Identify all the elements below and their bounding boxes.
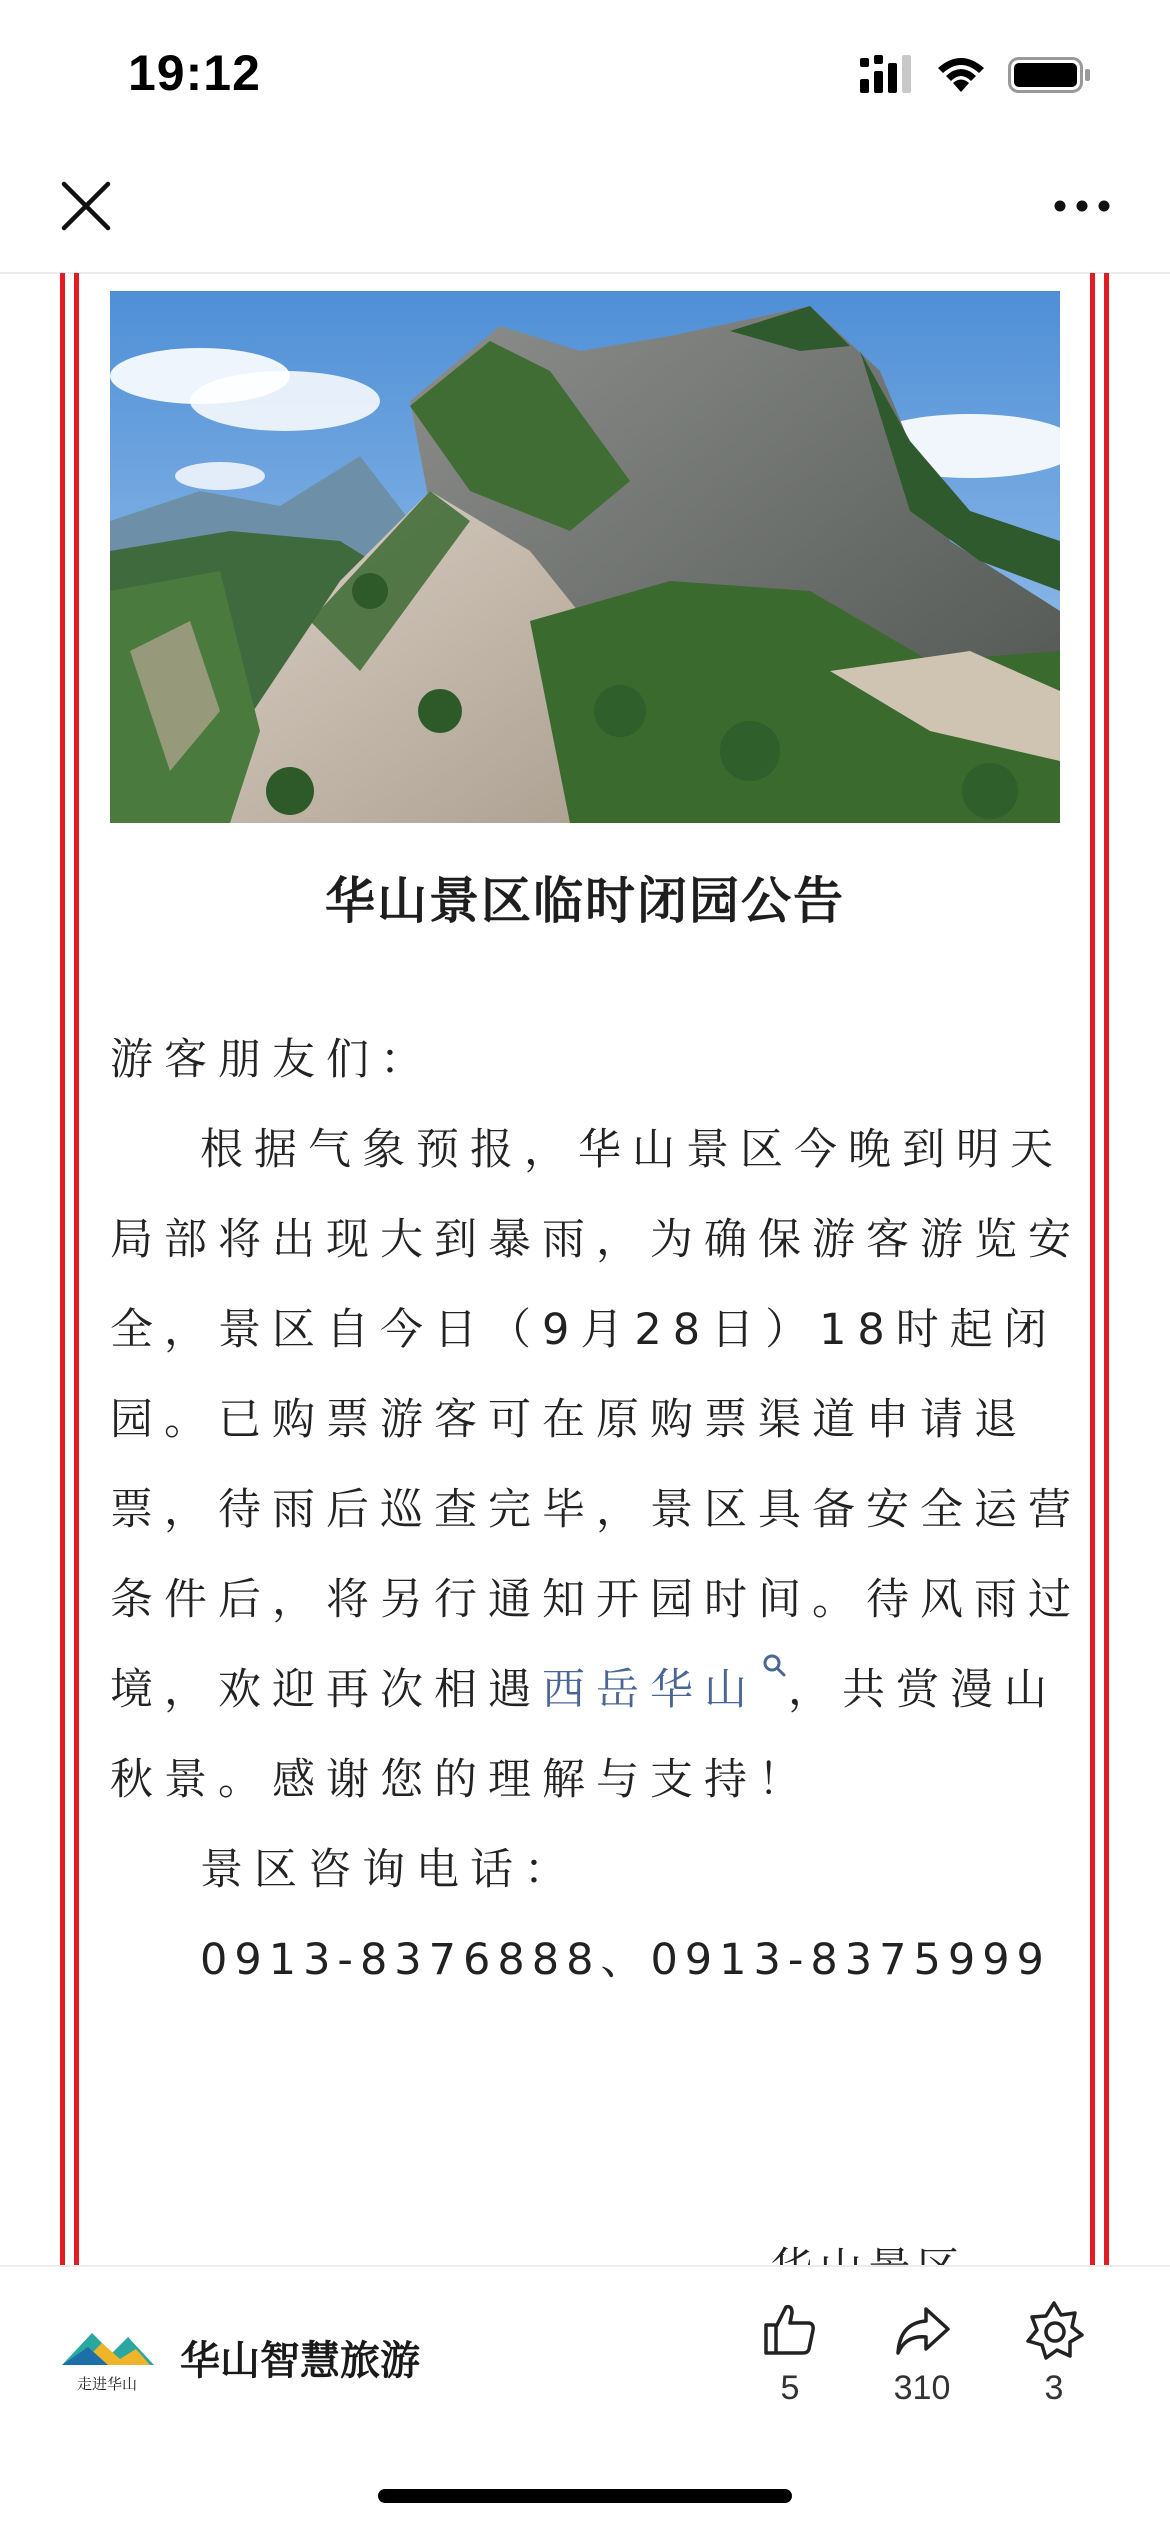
more-dots-icon xyxy=(1052,186,1112,226)
search-link-xiyue-huashan[interactable]: 西岳华山 xyxy=(542,1665,758,1715)
account-name[interactable]: 华山智慧旅游 xyxy=(180,2338,420,2384)
hero-image xyxy=(110,291,1060,823)
close-button[interactable] xyxy=(58,178,114,234)
share-arrow-icon xyxy=(892,2299,952,2359)
article-content[interactable] xyxy=(0,273,1170,2265)
more-options-button[interactable] xyxy=(1052,186,1112,226)
contact-phone-numbers[interactable]: 0913-8376888、0913-8375999 xyxy=(200,1935,1051,1985)
share-count: 310 xyxy=(893,2369,951,2407)
logo-text: 走进华山 xyxy=(76,2375,138,2393)
share-button[interactable] xyxy=(872,2299,972,2408)
close-icon xyxy=(58,178,114,234)
flower-like-icon xyxy=(1024,2299,1084,2359)
status-icons xyxy=(860,55,1092,95)
like-count: 5 xyxy=(780,2369,800,2407)
recommend-button[interactable] xyxy=(1004,2299,1104,2408)
battery-icon xyxy=(1008,55,1092,95)
paragraph-line: 秋景。感谢您的理解与支持！ xyxy=(110,1755,812,1805)
paragraph-segment: 境，欢迎再次相遇 xyxy=(110,1665,542,1715)
paragraph-line: 园。已购票游客可在原购票渠道申请退 xyxy=(110,1395,1028,1445)
like-button[interactable] xyxy=(740,2299,840,2408)
contact-label: 景区咨询电话： xyxy=(200,1845,578,1895)
paragraph-line xyxy=(110,1645,1060,1735)
cellular-signal-icon xyxy=(860,55,914,95)
search-icon[interactable] xyxy=(762,1653,788,1679)
left-red-border xyxy=(60,273,65,2265)
paragraph-line: 票，待雨后巡查完毕，景区具备安全运营 xyxy=(110,1485,1082,1535)
recommend-count: 3 xyxy=(1044,2369,1064,2407)
article-title: 华山景区临时闭园公告 xyxy=(325,872,845,930)
status-bar xyxy=(0,0,1170,150)
paragraph-segment: ，共赏漫山 xyxy=(788,1665,1058,1715)
home-indicator[interactable] xyxy=(378,2489,792,2503)
wifi-icon xyxy=(936,56,986,94)
thumbs-up-icon xyxy=(760,2299,820,2359)
paragraph-line: 全，景区自今日（9月28日）18时起闭 xyxy=(110,1305,1058,1355)
greeting-text: 游客朋友们： xyxy=(110,1035,434,1085)
status-time: 19:12 xyxy=(128,45,261,101)
account-logo[interactable] xyxy=(58,2315,156,2395)
paragraph-line: 根据气象预报，华山景区今晚到明天 xyxy=(200,1125,1064,1175)
paragraph-line: 条件后，将另行通知开园时间。待风雨过 xyxy=(110,1575,1082,1625)
left-red-border-inner xyxy=(74,273,79,2265)
nav-bar xyxy=(0,150,1170,274)
paragraph-line: 局部将出现大到暴雨，为确保游客游览安 xyxy=(110,1215,1082,1265)
